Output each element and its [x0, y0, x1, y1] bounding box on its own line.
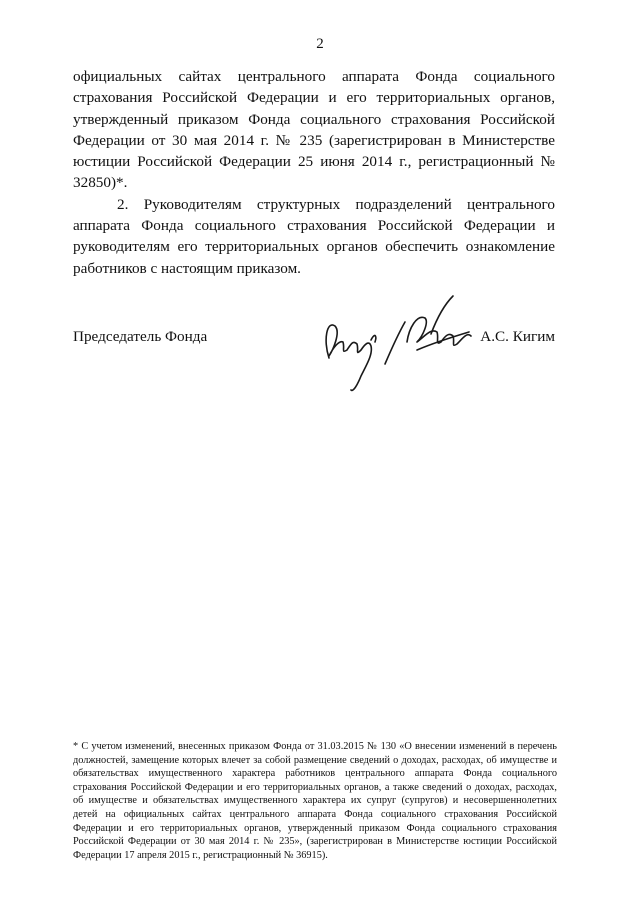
signatory-title: Председатель Фонда [73, 328, 208, 345]
handwritten-signature-icon [313, 292, 513, 400]
signatory-name: А.С. Кигим [480, 328, 555, 345]
paragraph-item-2: 2. Руководителям структурных подразделений центрального аппарата Фонда социального страхования Российской Федерации и руководителям его территориальных органов обеспечить ознакомление работников с настоящим приказом. [73, 195, 555, 277]
footnote: * С учетом изменений, внесенных приказом Фонда от 31.03.2015 № 130 «О внесении изменений в перечень должностей, замещение которых влечет за собой размещение сведений о доходах, расходах, об имуществе и обязательствах имущественного характера работников центрального аппарата Фонда социального страхования Российской Федерации и его территориальных органов, а также сведений о доходах, расходах, об имуществе и обязательствах имущественного характера их супруг (супругов) и несовершеннолетних детей на официальных сайтах центрального аппарата Фонда социального страхования Российской Федерации и его территориальных органов, утвержденный приказом Фонда социального страхования Российской Федерации от 30 мая 2014 г. № 235», (зарегистрирован в Министерстве юстиции Российской Федерации 17 апреля 2015 г., регистрационный № 36915). [73, 741, 557, 861]
signature-block [73, 290, 555, 400]
paragraph-continuation: официальных сайтах центрального аппарата Фонда социального страхования Российской Федерации и его территориальных органов, утвержденный приказом Фонда социального страхования Российской Федерации от 30 мая 2014 г. № 235 (зарегистрирован в Министерстве юстиции Российской Федерации 25 июня 2014 г., регистрационный № 32850)*. [73, 68, 555, 192]
body-text [73, 66, 555, 279]
page-number: 2 [316, 36, 324, 52]
